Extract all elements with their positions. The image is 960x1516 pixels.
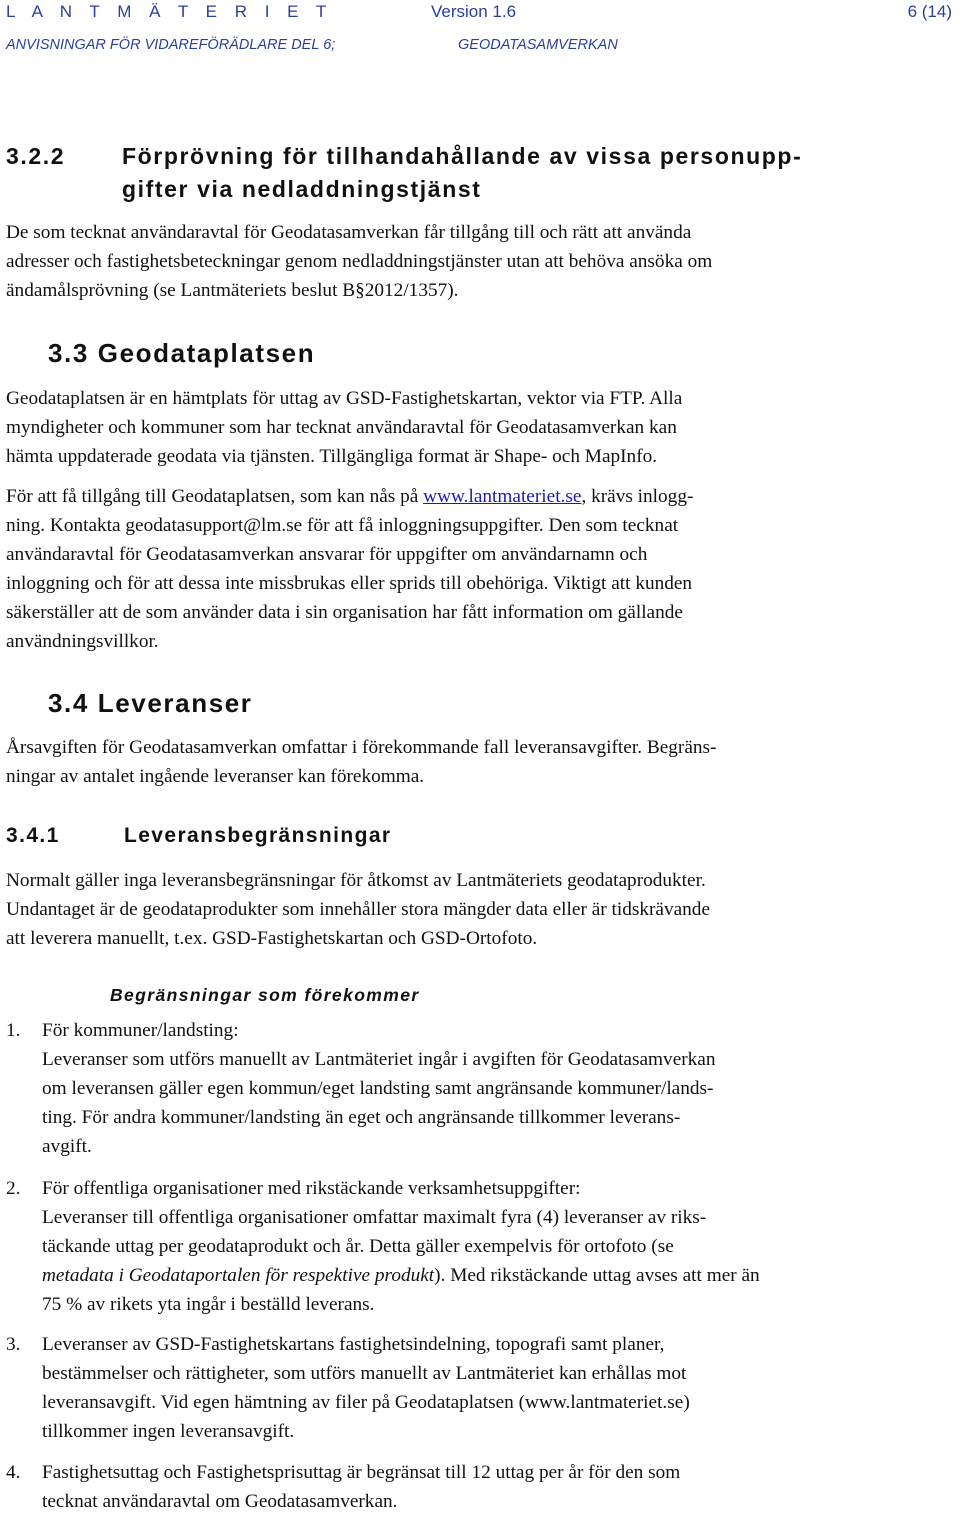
section-3-2-2-paragraph — [6, 218, 952, 305]
section-3-3-heading: 3.3 Geodataplatsen — [48, 338, 316, 368]
list-line: bestämmelser och rättigheter, som utförs manuellt av Lantmäteriet kan erhållas mot — [42, 1363, 687, 1384]
page-header — [6, 2, 952, 28]
text-run: För att få tillgång till Geodataplatsen, som kan nås på — [6, 486, 424, 507]
paragraph-line: ningar av antalet ingående leveranser kan förekomma. — [6, 766, 425, 787]
restrictions-subheading: Begränsningar som förekommer — [110, 985, 420, 1005]
text-run: ). Med rikstäckande uttag avses att mer än — [434, 1265, 760, 1286]
section-number: 3.4.1 — [6, 824, 60, 847]
list-item-body — [42, 1330, 952, 1446]
list-line: Leveranser som utförs manuellt av Lantmäteriet ingår i avgiften för Geodatasamverkan — [42, 1049, 716, 1070]
page-subheader — [6, 37, 952, 59]
section-3-3-paragraph-1 — [6, 384, 952, 471]
list-line — [42, 1261, 952, 1290]
section-3-4-paragraph — [6, 733, 952, 791]
list-line: ting. För andra kommuner/landsting än eget och angränsande tillkommer leverans- — [42, 1107, 681, 1128]
list-item-number: 1. — [6, 1020, 21, 1041]
paragraph-line: hämta uppdaterade geodata via tjänsten. Tillgängliga format är Shape- och MapInfo. — [6, 446, 658, 467]
header-version: Version 1.6 — [431, 2, 517, 21]
list-line: tillkommer ingen leveransavgift. — [42, 1421, 295, 1442]
lantmateriet-link[interactable]: www.lantmateriet.se — [423, 486, 582, 507]
paragraph-line: myndigheter och kommuner som har tecknat användaravtal för Geodatasamverkan kan — [6, 417, 677, 438]
list-line: avgift. — [42, 1136, 92, 1157]
list-item-body — [42, 1174, 952, 1319]
header-subtitle: ANVISNINGAR FÖR VIDAREFÖRÄDLARE DEL 6; — [6, 37, 336, 53]
section-number: 3.2.2 — [6, 143, 66, 169]
list-item-body — [42, 1458, 952, 1516]
text-run: , krävs inlogg- — [581, 486, 694, 507]
paragraph-line: användningsvillkor. — [6, 631, 159, 652]
italic-reference: metadata i Geodataportalen för respektive produkt — [42, 1265, 435, 1286]
paragraph-line: användaravtal för Geodatasamverkan ansvarar för uppgifter om användarnamn och — [6, 544, 648, 565]
paragraph-line: säkerställer att de som använder data i sin organisation har fått information om gällande — [6, 602, 683, 623]
paragraph-line — [6, 482, 952, 511]
list-item-number: 3. — [6, 1334, 21, 1355]
paragraph-line: Årsavgiften för Geodatasamverkan omfattar i förekommande fall leveransavgifter. Begräns- — [6, 737, 717, 758]
paragraph-line: Normalt gäller inga leveransbegränsningar för åtkomst av Lantmäteriets geodataprodukter. — [6, 870, 706, 891]
section-3-3-paragraph-2 — [6, 482, 952, 656]
list-line: leveransavgift. Vid egen hämtning av filer på Geodataplatsen (www.lantmateriet.se) — [42, 1392, 690, 1413]
header-subtitle-right: GEODATASAMVERKAN — [458, 37, 618, 53]
list-line: Leveranser av GSD-Fastighetskartans fastighetsindelning, topografi samt planer, — [42, 1334, 665, 1355]
paragraph-line: att leverera manuellt, t.ex. GSD-Fastighetskartan och GSD-Ortofoto. — [6, 928, 538, 949]
restrictions-list — [6, 1016, 952, 1512]
list-line: 75 % av rikets yta ingår i beställd leverans. — [42, 1294, 375, 1315]
list-item-number: 2. — [6, 1178, 21, 1199]
list-line: om leveransen gäller egen kommun/eget landsting samt angränsande kommuner/lands- — [42, 1078, 714, 1099]
paragraph-line: ändamålsprövning (se Lantmäteriets beslut B§2012/1357). — [6, 280, 459, 301]
list-line: För offentliga organisationer med rikstäckande verksamhetsuppgifter: — [42, 1178, 581, 1199]
section-title-line-1: Förprövning för tillhandahållande av vissa personupp- — [122, 143, 803, 169]
section-3-4-heading: 3.4 Leveranser — [48, 688, 253, 718]
paragraph-line: Undantaget är de geodataprodukter som innehåller stora mängder data eller är tidskrävande — [6, 899, 711, 920]
paragraph-line: Geodataplatsen är en hämtplats för uttag av GSD-Fastighetskartan, vektor via FTP. Alla — [6, 388, 683, 409]
list-line: tecknat användaravtal om Geodatasamverkan. — [42, 1491, 398, 1512]
header-brand: L A N T M Ä T E R I E T — [6, 2, 333, 21]
list-item-number: 4. — [6, 1462, 21, 1483]
paragraph-line: De som tecknat användaravtal för Geodatasamverkan får tillgång till och rätt att använda — [6, 222, 692, 243]
paragraph-line: adresser och fastighetsbeteckningar genom nedladdningstjänster utan att behöva ansöka om — [6, 251, 713, 272]
paragraph-line: inloggning och för att dessa inte missbrukas eller sprids till obehöriga. Viktigt att kunden — [6, 573, 693, 594]
list-line: täckande uttag per geodataprodukt och år. Detta gäller exempelvis för ortofoto (se — [42, 1236, 674, 1257]
list-line: Fastighetsuttag och Fastighetsprisuttag är begränsat till 12 uttag per år för den som — [42, 1462, 681, 1483]
list-item-body — [42, 1016, 952, 1161]
header-page-number: 6 (14) — [907, 2, 952, 21]
list-line: För kommuner/landsting: — [42, 1020, 239, 1041]
section-title-line-2: gifter via nedladdningstjänst — [122, 176, 482, 202]
paragraph-line: ning. Kontakta geodatasupport@lm.se för att få inloggningsuppgifter. Den som tecknat — [6, 515, 679, 536]
list-line: Leveranser till offentliga organisationer omfattar maximalt fyra (4) leveranser av riks- — [42, 1207, 707, 1228]
section-3-4-1-paragraph — [6, 866, 952, 953]
section-title: Leveransbegränsningar — [124, 824, 392, 847]
